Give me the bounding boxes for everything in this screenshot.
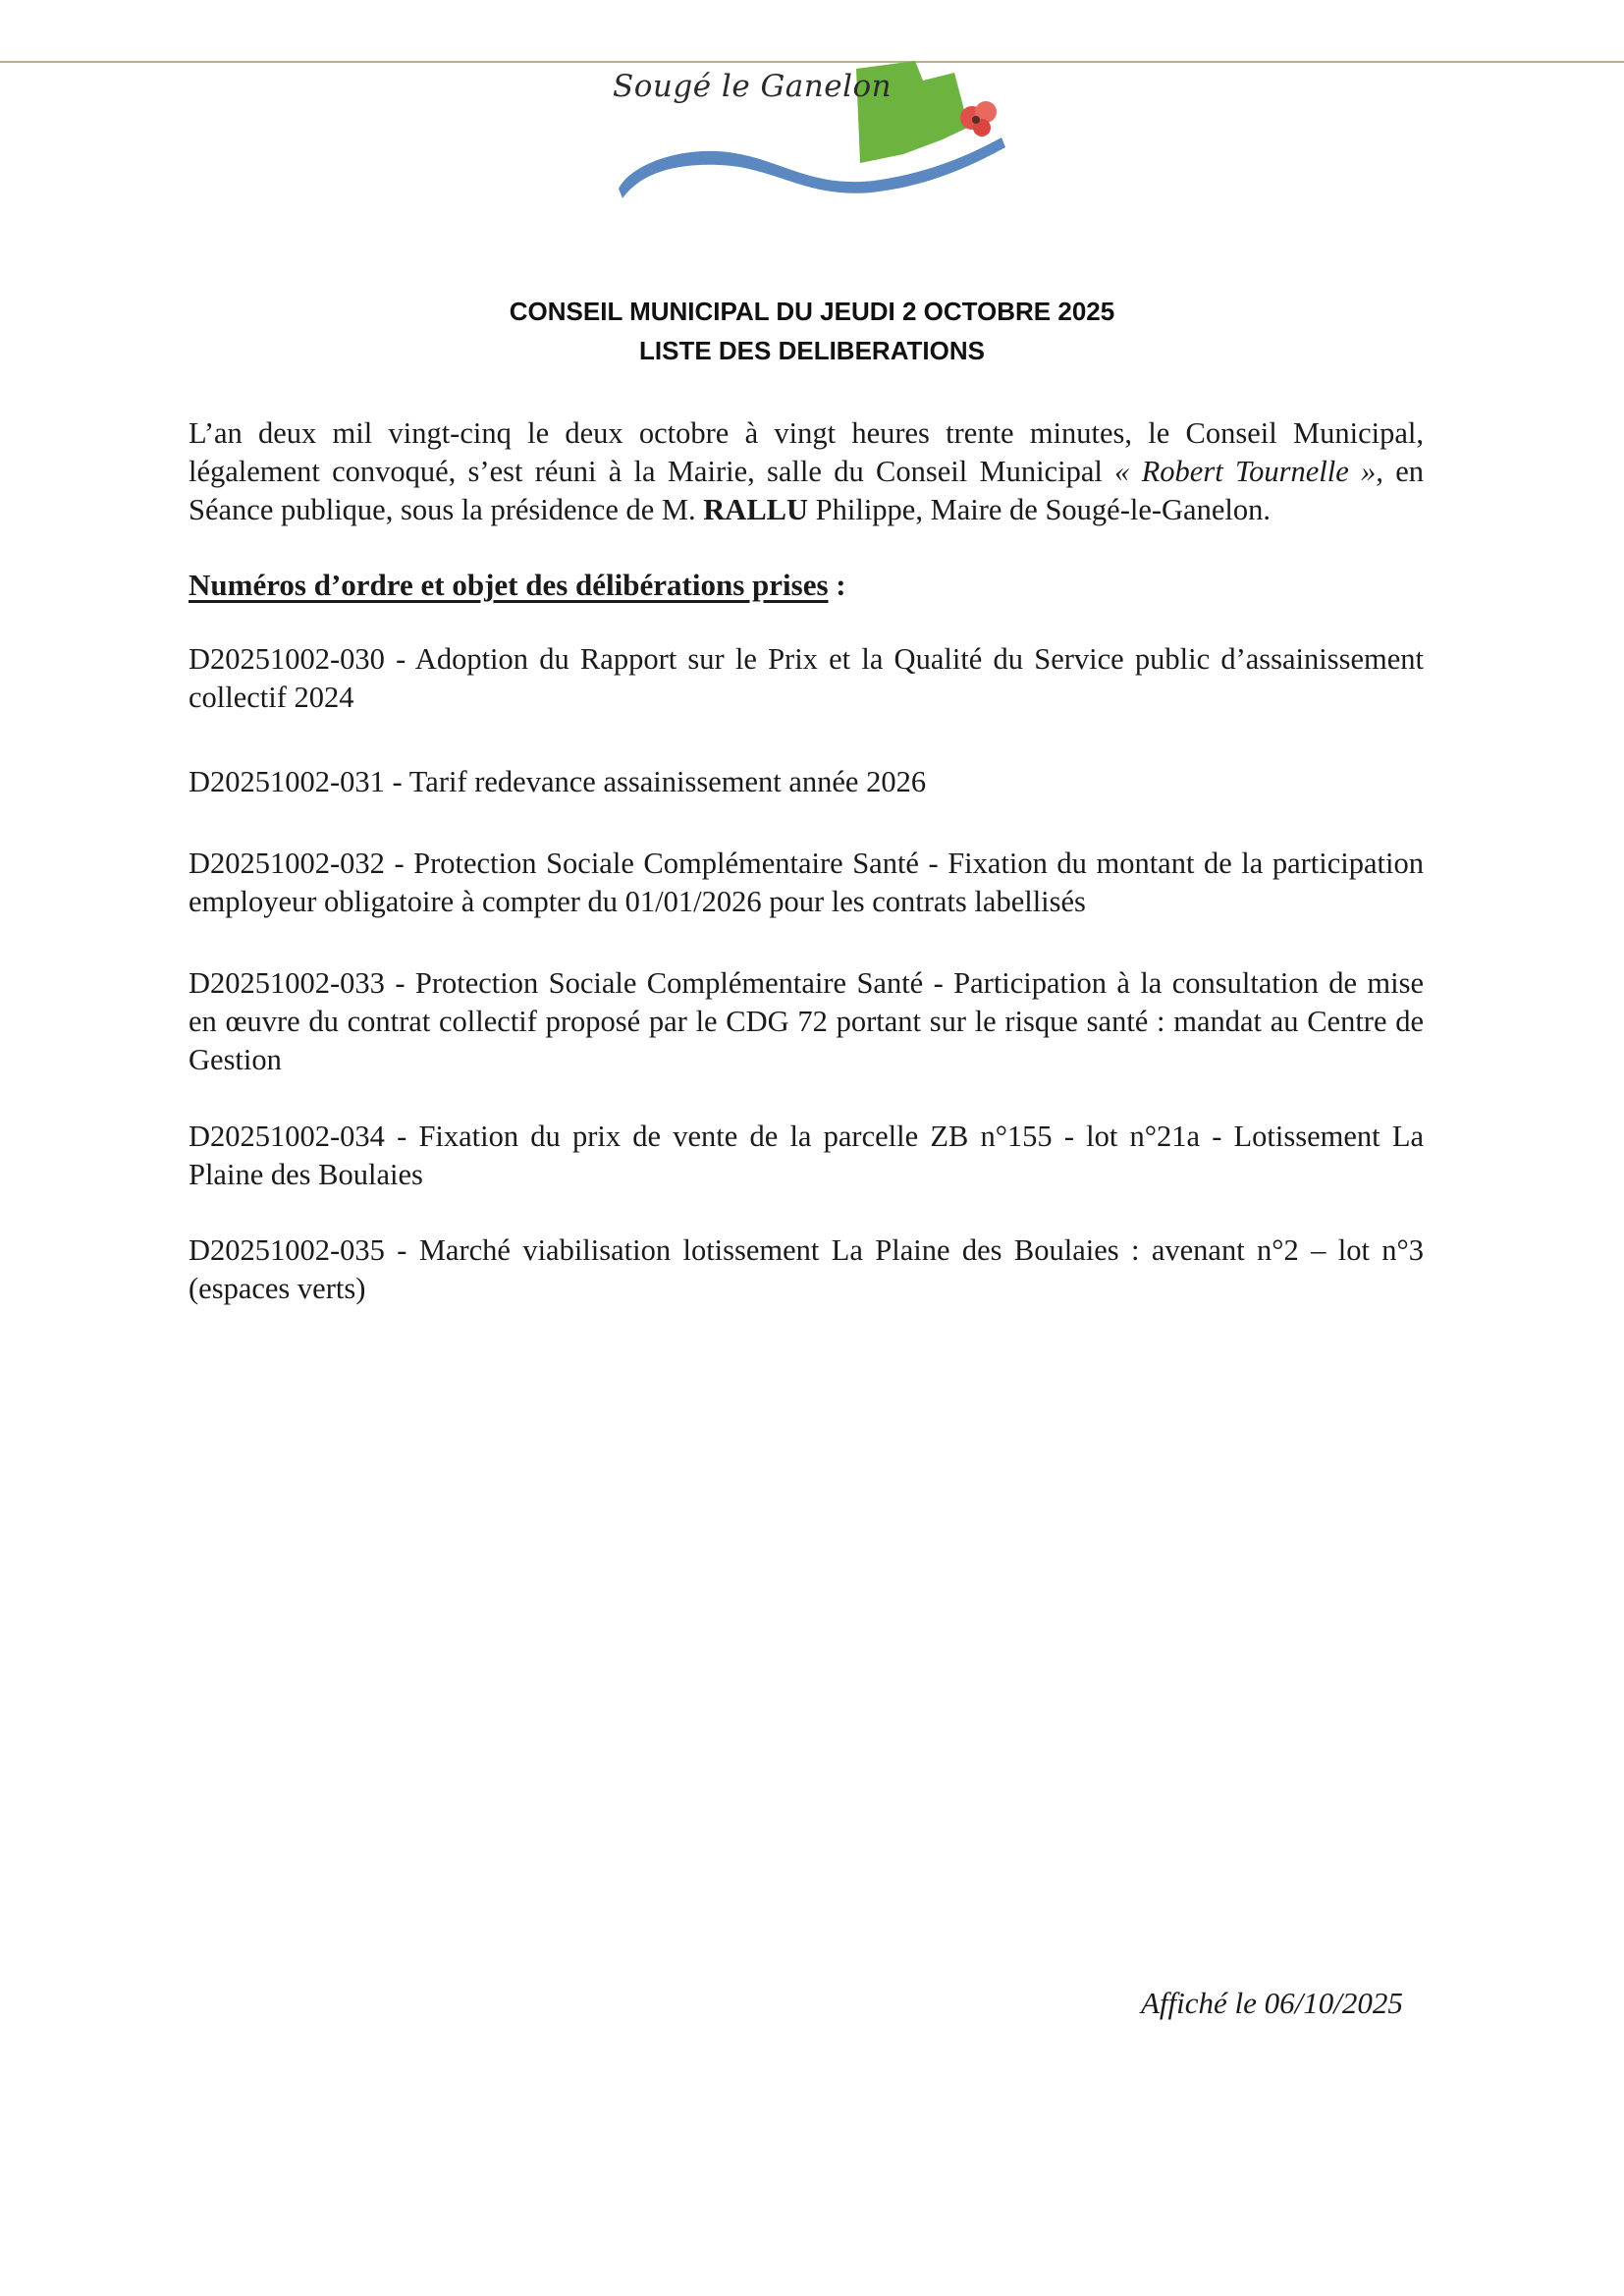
posting-date: Affiché le 06/10/2025 bbox=[1141, 1986, 1403, 2020]
deliberations-heading bbox=[189, 568, 846, 603]
mayor-surname: RALLU bbox=[703, 493, 809, 526]
intro-paragraph bbox=[189, 414, 1424, 529]
intro-text-2: en Séance publique, sous la présidence de M. bbox=[189, 455, 1424, 526]
logo-river-wave-icon bbox=[619, 137, 1005, 198]
intro-text-3: Philippe, Maire de Sougé-le-Ganelon. bbox=[808, 493, 1271, 526]
document-subtitle: LISTE DES DELIBERATIONS bbox=[639, 336, 985, 365]
deliberation-item: D20251002-030 - Adoption du Rapport sur le Prix et la Qualité du Service public d’assainissement collectif 2024 bbox=[189, 642, 1424, 714]
logo-text: Sougé le Ganelon bbox=[613, 69, 893, 104]
logo-poppy-icon bbox=[960, 101, 997, 137]
document-title: CONSEIL MUNICIPAL DU JEUDI 2 OCTOBRE 2025 bbox=[509, 297, 1115, 326]
deliberation-item: D20251002-032 - Protection Sociale Complémentaire Santé - Fixation du montant de la participation employeur obligatoire à compter du 01/01/2026 pour les contrats labellisés bbox=[189, 847, 1424, 918]
deliberation-item: D20251002-035 - Marché viabilisation lotissement La Plaine des Boulaies : avenant n°2 – lot n°3 (espaces verts) bbox=[189, 1233, 1424, 1305]
deliberation-item: D20251002-031 - Tarif redevance assainissement année 2026 bbox=[189, 765, 927, 798]
municipal-logo bbox=[609, 61, 1021, 198]
deliberations-heading-suffix: : bbox=[828, 568, 846, 602]
deliberation-item: D20251002-034 - Fixation du prix de vente de la parcelle ZB n°155 - lot n°21a - Lotissement La Plaine des Boulaies bbox=[189, 1120, 1424, 1191]
council-room-name: « Robert Tournelle », bbox=[1114, 455, 1383, 488]
intro-text-1: L’an deux mil vingt-cinq le deux octobre à vingt heures trente minutes, le Conseil Municipal, légalement convoqué, s’est réuni à la Mairie, salle du Conseil Municipal bbox=[189, 416, 1424, 488]
deliberations-heading-text: Numéros d’ordre et objet des délibérations prises bbox=[189, 568, 829, 602]
deliberation-item: D20251002-033 - Protection Sociale Complémentaire Santé - Participation à la consultation de mise en œuvre du contrat collectif proposé par le CDG 72 portant sur le risque santé : mandat au Centre de Gestion bbox=[189, 966, 1424, 1076]
